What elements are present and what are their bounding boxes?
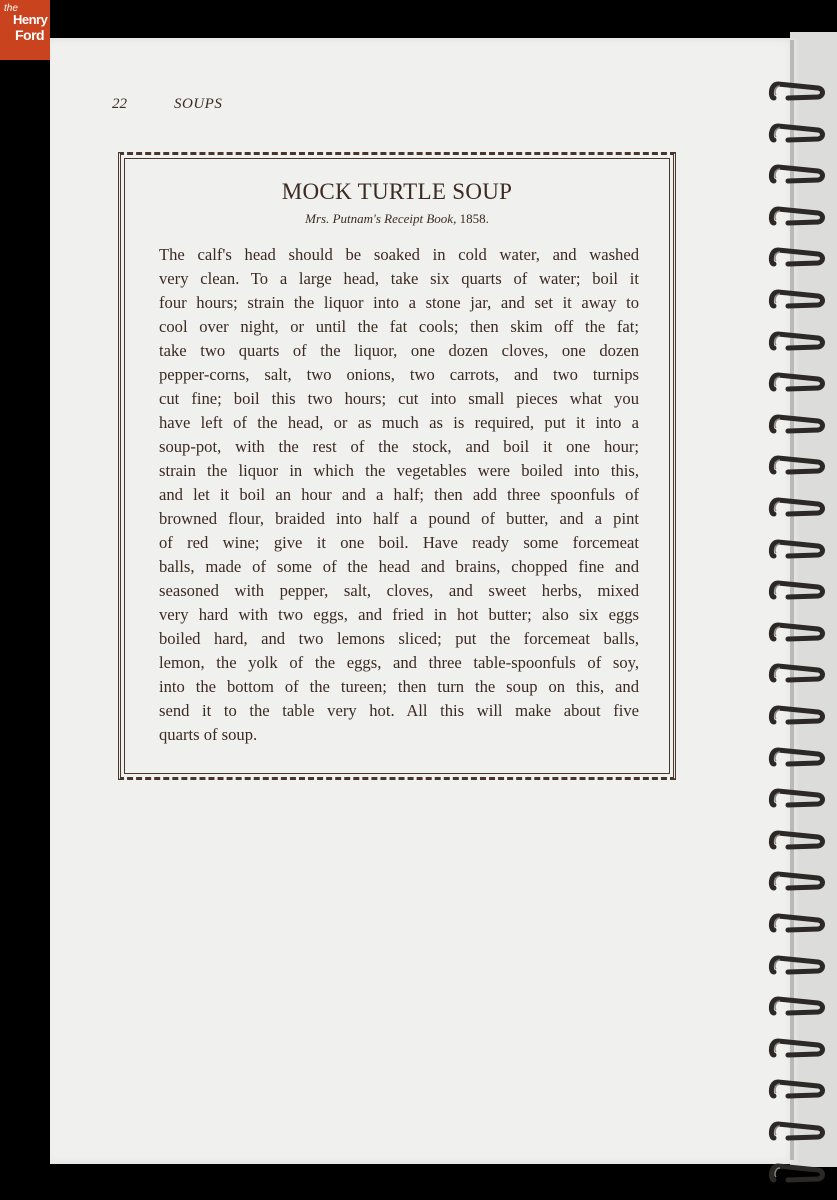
binding-coil bbox=[766, 621, 826, 643]
recipe-line: lemon, the yolk of the eggs, and three table-spoonfuls of soy, bbox=[159, 653, 639, 672]
binding-coil bbox=[766, 662, 826, 684]
binding-coil bbox=[766, 579, 826, 601]
recipe-line: very clean. To a large head, take six quarts of water; boil it bbox=[159, 269, 639, 288]
recipe-line: and let it boil an hour and a half; then add three spoonfuls of bbox=[159, 485, 639, 504]
binding-coil bbox=[766, 330, 826, 352]
recipe-line: browned flour, braided into half a pound of butter, and a pint bbox=[159, 509, 639, 528]
binding-coil bbox=[766, 954, 826, 976]
binding-coil bbox=[766, 1037, 826, 1059]
recipe-frame bbox=[118, 152, 676, 780]
henry-ford-logo bbox=[0, 0, 50, 60]
binding-coil bbox=[766, 496, 826, 518]
binding-coil bbox=[766, 1162, 826, 1184]
binding-coil bbox=[766, 288, 826, 310]
recipe-body bbox=[159, 243, 639, 747]
binding-coil bbox=[766, 870, 826, 892]
binding-coil bbox=[766, 1120, 826, 1142]
recipe-line: seasoned with pepper, salt, cloves, and sweet herbs, mixed bbox=[159, 581, 639, 600]
recipe-source bbox=[121, 211, 673, 227]
recipe-source-book: Mrs. Putnam's Receipt Book, bbox=[305, 211, 457, 226]
binding-coil bbox=[766, 454, 826, 476]
spiral-binding bbox=[760, 40, 837, 1160]
binding-coil bbox=[766, 912, 826, 934]
recipe-line: cut fine; boil this two hours; cut into small pieces what you bbox=[159, 389, 639, 408]
page-number: 22 bbox=[112, 96, 127, 112]
recipe-line: of red wine; give it one boil. Have ready some forcemeat bbox=[159, 533, 639, 552]
binding-coil bbox=[766, 163, 826, 185]
binding-coil bbox=[766, 995, 826, 1017]
recipe-line: have left of the head, or as much as is required, put it into a bbox=[159, 413, 639, 432]
recipe-line: take two quarts of the liquor, one dozen cloves, one dozen bbox=[159, 341, 639, 360]
binding-coil bbox=[766, 787, 826, 809]
binding-coil bbox=[766, 80, 826, 102]
recipe-line: strain the liquor in which the vegetables were boiled into this, bbox=[159, 461, 639, 480]
binding-coil bbox=[766, 746, 826, 768]
recipe-line: The calf's head should be soaked in cold water, and washed bbox=[159, 245, 639, 264]
binding-coil bbox=[766, 122, 826, 144]
binding-coil bbox=[766, 1078, 826, 1100]
recipe-line: send it to the table very hot. All this will make about five bbox=[159, 701, 639, 720]
binding-coil bbox=[766, 413, 826, 435]
recipe-source-year: 1858. bbox=[456, 211, 489, 226]
running-head: SOUPS bbox=[174, 96, 223, 112]
recipe-line: balls, made of some of the head and brains, chopped fine and bbox=[159, 557, 639, 576]
logo-the: the bbox=[4, 3, 18, 14]
recipe-title: MOCK TURTLE SOUP bbox=[281, 179, 513, 204]
recipe-line: pepper-corns, salt, two onions, two carrots, and two turnips bbox=[159, 365, 639, 384]
recipe-line: soup-pot, with the rest of the stock, and boil it one hour; bbox=[159, 437, 639, 456]
recipe-line: four hours; strain the liquor into a stone jar, and set it away to bbox=[159, 293, 639, 312]
binding-coil bbox=[766, 371, 826, 393]
recipe-line: into the bottom of the tureen; then turn the soup on this, and bbox=[159, 677, 639, 696]
book-page bbox=[50, 38, 798, 1164]
binding-coil bbox=[766, 538, 826, 560]
binding-coil bbox=[766, 829, 826, 851]
recipe-line: cool over night, or until the fat cools; then skim off the fat; bbox=[159, 317, 639, 336]
logo-henry: Henry bbox=[13, 12, 48, 27]
recipe-line: quarts of soup. bbox=[159, 725, 258, 744]
logo-ford: Ford bbox=[15, 27, 45, 43]
binding-coil bbox=[766, 704, 826, 726]
recipe-line: very hard with two eggs, and fried in hot butter; also six eggs bbox=[159, 605, 639, 624]
binding-coil bbox=[766, 205, 826, 227]
binding-coil bbox=[766, 246, 826, 268]
recipe-line: boiled hard, and two lemons sliced; put the forcemeat balls, bbox=[159, 629, 639, 648]
